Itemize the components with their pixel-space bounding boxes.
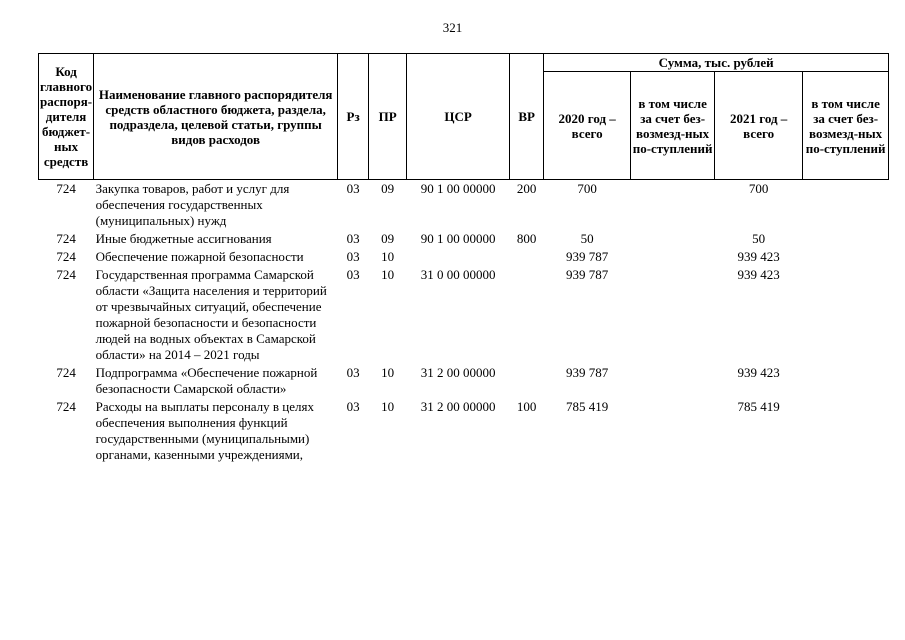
cell-free-2021	[803, 180, 889, 232]
table-row	[39, 231, 889, 249]
cell-name: Закупка товаров, работ и услуг для обеспечения государственных (муниципальных) нужд	[95, 181, 290, 228]
cell-sum-2020: 939 787	[566, 365, 609, 380]
cell-csr: 31 0 00 00000	[420, 267, 496, 282]
cell-sum-2020: 700	[577, 181, 597, 196]
table-row	[39, 267, 889, 365]
cell-pr: 10	[381, 249, 395, 264]
cell-vr: 100	[516, 399, 537, 414]
cell-free-2020	[631, 399, 715, 465]
cell-sum-2021: 785 419	[737, 399, 780, 414]
table-row	[39, 399, 889, 465]
cell-code: 724	[56, 399, 76, 414]
header-pr: ПР	[369, 54, 407, 180]
header-rz: Рз	[338, 54, 369, 180]
cell-vr: 800	[516, 231, 537, 246]
cell-free-2020	[631, 267, 715, 365]
cell-sum-2020: 785 419	[566, 399, 609, 414]
cell-code: 724	[56, 231, 76, 246]
cell-csr: 90 1 00 00000	[420, 181, 496, 196]
header-2020-free: в том числе за счет без-возмезд-ных по-ступлений	[631, 72, 715, 180]
table-row	[39, 365, 889, 399]
cell-name: Расходы на выплаты персоналу в целях обеспечения выполнения функций государственными (муниципальными) органами, казенными учреждениями,	[95, 399, 315, 462]
table-row	[39, 180, 889, 232]
cell-vr	[510, 249, 544, 267]
cell-rz: 03	[346, 399, 360, 414]
cell-sum-2020: 939 787	[566, 267, 609, 282]
cell-vr: 200	[516, 181, 537, 196]
cell-free-2020	[631, 249, 715, 267]
cell-sum-2021: 700	[748, 181, 769, 196]
cell-pr: 10	[381, 365, 395, 380]
cell-name: Подпрограмма «Обеспечение пожарной безопасности Самарской области»	[95, 365, 318, 396]
cell-sum-2021: 939 423	[737, 365, 780, 380]
cell-name: Государственная программа Самарской области «Защита населения и территорий от чрезвычайных ситуаций, обеспечение пожарной безопасности и безопасности людей на водных объектах в Самарской области» на 2014 – 2021 годы	[95, 267, 327, 362]
header-sum: Сумма, тыс. рублей	[544, 54, 889, 72]
cell-sum-2021: 939 423	[737, 267, 780, 282]
cell-sum-2020: 939 787	[566, 249, 609, 264]
cell-csr: 31 2 00 00000	[420, 365, 496, 380]
cell-code: 724	[56, 365, 76, 380]
header-2021-free: в том числе за счет без-возмезд-ных по-ступлений	[803, 72, 889, 180]
cell-csr	[407, 249, 510, 267]
cell-pr: 09	[381, 181, 395, 196]
cell-code: 724	[56, 249, 76, 264]
header-vr: ВР	[510, 54, 544, 180]
header-csr: ЦСР	[407, 54, 510, 180]
cell-name: Иные бюджетные ассигнования	[95, 231, 272, 246]
page-number: 321	[442, 20, 463, 35]
header-name: Наименование главного распорядителя средств областного бюджета, раздела, подраздела, целевой статьи, группы видов расходов	[94, 54, 338, 180]
cell-code: 724	[56, 267, 76, 282]
cell-free-2021	[803, 267, 889, 365]
cell-pr: 09	[381, 231, 395, 246]
cell-csr: 90 1 00 00000	[420, 231, 496, 246]
header-2020-total: 2020 год – всего	[544, 72, 631, 180]
cell-free-2021	[803, 231, 889, 249]
table-row	[39, 249, 889, 267]
cell-free-2020	[631, 180, 715, 232]
header-code: Код главного распоря-дителя бюджет-ных средств	[39, 54, 94, 180]
cell-free-2021	[803, 365, 889, 399]
cell-free-2021	[803, 249, 889, 267]
table-body	[39, 180, 889, 466]
cell-sum-2020: 50	[580, 231, 594, 246]
header-2021-total: 2021 год – всего	[715, 72, 803, 180]
cell-free-2020	[631, 365, 715, 399]
cell-free-2020	[631, 231, 715, 249]
cell-rz: 03	[346, 267, 360, 282]
budget-table	[38, 53, 889, 465]
cell-vr	[510, 267, 544, 365]
cell-csr: 31 2 00 00000	[420, 399, 496, 414]
cell-pr: 10	[381, 267, 395, 282]
cell-rz: 03	[346, 181, 360, 196]
cell-free-2021	[803, 399, 889, 465]
cell-pr: 10	[381, 399, 395, 414]
cell-rz: 03	[346, 231, 360, 246]
cell-code: 724	[56, 181, 76, 196]
cell-sum-2021: 939 423	[737, 249, 780, 264]
cell-rz: 03	[346, 249, 360, 264]
cell-name: Обеспечение пожарной безопасности	[95, 249, 304, 264]
cell-rz: 03	[346, 365, 360, 380]
cell-sum-2021: 50	[752, 231, 766, 246]
table-header	[39, 54, 889, 180]
cell-vr	[510, 365, 544, 399]
